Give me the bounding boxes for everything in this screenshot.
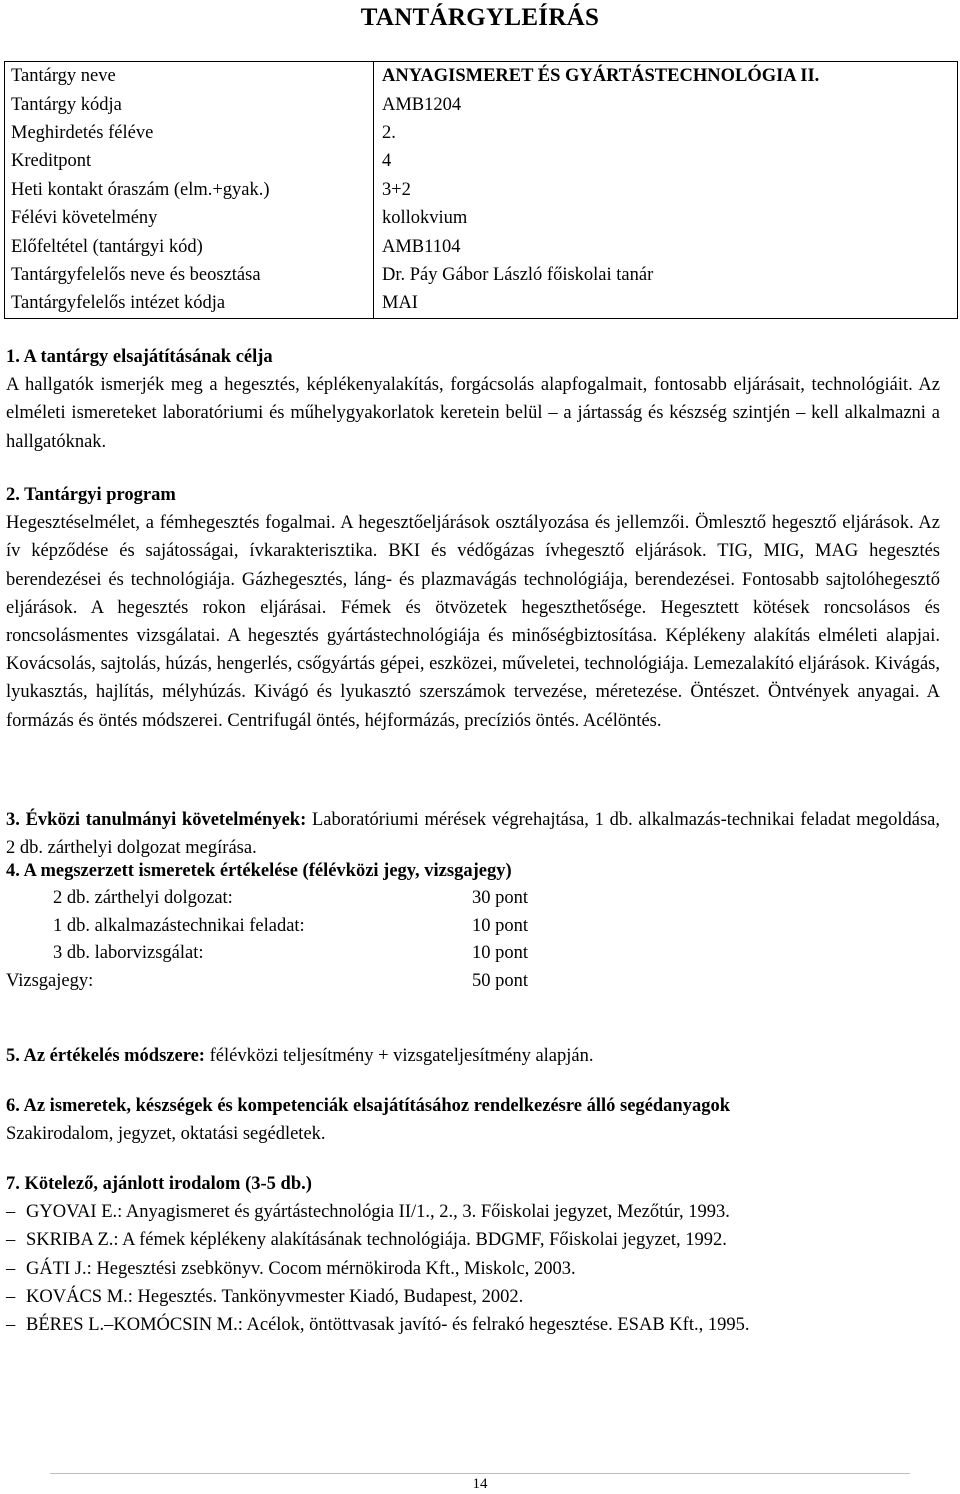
info-value: 3+2 xyxy=(382,179,411,200)
grade-points: 10 pont xyxy=(472,915,529,936)
list-item xyxy=(6,1226,940,1254)
list-item xyxy=(6,913,706,941)
reference-text: GÁTI J.: Hegesztési zsebkönyv. Cocom mérnökiroda Kft., Miskolc, 2003. xyxy=(26,1258,576,1279)
footer-divider xyxy=(50,1473,910,1474)
info-key: Tantárgy kódja xyxy=(5,90,374,118)
info-key: Előfeltétel (tantárgyi kód) xyxy=(5,232,374,260)
section-heading: 3. Évközi tanulmányi követelmények: xyxy=(6,810,307,830)
dash-bullet: – xyxy=(6,1258,16,1279)
info-key: Heti kontakt óraszám (elm.+gyak.) xyxy=(5,176,374,204)
table-row xyxy=(5,232,958,260)
section-evaluation-heading xyxy=(6,857,940,885)
info-value: kollokvium xyxy=(382,208,468,229)
section-program xyxy=(6,481,940,735)
reference-text: BÉRES L.–KOMÓCSIN M.: Acélok, öntöttvasak javító- és felrakó hegesztése. ESAB Kft., 1995. xyxy=(26,1315,750,1336)
dash-bullet: – xyxy=(6,1202,16,1223)
section-text: Hegesztéselmélet, a fémhegesztés fogalmai. A hegesztőeljárások osztályozása és jellemzői. Ömlesztő hegesztő eljárások. Az ív képződése és sajátosságai, ívkarakterisztika. BKI és védőgázas ívhegesztő eljárások. TIG, MIG, MAG hegesztés berendezései és technológiája. Gázhegesztés, láng- és plazmavágás technológiája, berendezései. Fontosabb sajtolóhegesztő eljárások. A hegesztés rokon eljárásai. Fémek és ötvözetek hegeszthetősége. Hegesztett kötések roncsolásos és roncsolásmentes vizsgálatai. A hegesztés gyártástechnológiája és minőségbiztosítása. Képlékeny alakítás elméleti alapjai. Kovácsolás, sajtolás, húzás, hengerlés, csőgyártás gépei, eszközei, műveletei, technológiája. Lemezalakító eljárások. Kivágás, lyukasztás, hajlítás, mélyhúzás. Kivágó és lyukasztó szerszámok tervezése, méretezése. Öntészet. Öntvények anyagai. A formázás és öntés módszerei. Centrifugál öntés, héjformázás, precíziós öntés. Acélöntés. xyxy=(6,513,940,731)
info-value: Dr. Páy Gábor László főiskolai tanár xyxy=(382,264,654,285)
info-value: AMB1104 xyxy=(382,236,461,257)
section-goal xyxy=(6,343,940,456)
list-item xyxy=(6,940,706,968)
info-value: 4 xyxy=(382,151,392,172)
section-literature xyxy=(6,1170,940,1339)
section-heading: 1. A tantárgy elsajátításának célja xyxy=(6,347,273,367)
grade-label: Vizsgajegy: xyxy=(6,970,94,991)
table-row xyxy=(5,289,958,318)
section-text: Szakirodalom, jegyzet, oktatási segédletek. xyxy=(6,1124,326,1145)
list-item xyxy=(6,1198,940,1226)
reference-text: KOVÁCS M.: Hegesztés. Tankönyvmester Kiadó, Budapest, 2002. xyxy=(26,1286,524,1307)
info-key: Tantárgyfelelős neve és beosztása xyxy=(5,261,374,289)
list-item xyxy=(6,885,706,913)
info-value: 2. xyxy=(382,122,396,143)
list-item xyxy=(6,1283,940,1311)
section-heading: 6. Az ismeretek, készségek és kompetenciák elsajátításához rendelkezésre álló segédanyagok xyxy=(6,1096,730,1116)
grade-label: 3 db. laborvizsgálat: xyxy=(53,943,204,964)
table-row xyxy=(5,119,958,147)
table-row xyxy=(5,176,958,204)
section-heading: 4. A megszerzett ismeretek értékelése (félévközi jegy, vizsgajegy) xyxy=(6,861,512,881)
section-text: Laboratóriumi mérések végrehajtása, 1 db. alkalmazás-technikai feladat megoldása, 2 db. zárthelyi dolgozat megírása. xyxy=(6,810,941,859)
page-title: TANTÁRGYLEÍRÁS xyxy=(360,4,600,31)
course-info-table xyxy=(4,61,958,319)
section-method xyxy=(6,1042,940,1070)
reference-text: GYOVAI E.: Anyagismeret és gyártástechnológia II/1., 2., 3. Főiskolai jegyzet, Mezőtúr, 1993. xyxy=(26,1202,730,1223)
info-key: Kreditpont xyxy=(5,147,374,175)
grading-list xyxy=(6,885,706,995)
section-requirements xyxy=(6,806,940,862)
grade-points: 30 pont xyxy=(472,888,529,908)
grade-label: 2 db. zárthelyi dolgozat: xyxy=(53,888,233,908)
section-text: A hallgatók ismerjék meg a hegesztés, képlékenyalakítás, forgácsolás alapfogalmait, fontosabb eljárásait, technológiáit. Az elméleti ismereteket laboratóriumi és műhelygyakorlatok keretein belül – a jártasság és készség szintjén – kell alkalmazni a hallgatóknak. xyxy=(6,375,940,452)
table-row xyxy=(5,90,958,118)
grade-label: 1 db. alkalmazástechnikai feladat: xyxy=(53,915,305,936)
info-key: Tantárgyfelelős intézet kódja xyxy=(5,289,374,318)
grade-points: 50 pont xyxy=(472,970,529,991)
dash-bullet: – xyxy=(6,1286,16,1307)
info-value: MAI xyxy=(382,293,418,314)
table-row xyxy=(5,261,958,289)
table-row xyxy=(5,62,958,91)
page-number: 14 xyxy=(472,1476,488,1492)
grade-points: 10 pont xyxy=(472,943,529,964)
list-item xyxy=(6,1311,940,1339)
info-value: ANYAGISMERET ÉS GYÁRTÁSTECHNOLÓGIA II. xyxy=(382,66,820,87)
info-key: Meghirdetés féléve xyxy=(5,119,374,147)
dash-bullet: – xyxy=(6,1230,16,1251)
info-key: Tantárgy neve xyxy=(5,62,374,91)
info-value: AMB1204 xyxy=(382,94,462,115)
section-heading: 5. Az értékelés módszere: xyxy=(6,1046,205,1066)
table-row xyxy=(5,147,958,175)
section-text: félévközi teljesítmény + vizsgateljesítmény alapján. xyxy=(209,1046,594,1066)
reference-text: SKRIBA Z.: A fémek képlékeny alakításának technológiája. BDGMF, Főiskolai jegyzet, 1992. xyxy=(26,1230,727,1251)
info-key: Félévi követelmény xyxy=(5,204,374,232)
section-heading: 7. Kötelező, ajánlott irodalom (3-5 db.) xyxy=(6,1174,312,1194)
list-item xyxy=(6,968,706,996)
list-item xyxy=(6,1255,940,1283)
dash-bullet: – xyxy=(6,1315,16,1336)
table-row xyxy=(5,204,958,232)
section-materials xyxy=(6,1092,940,1148)
section-heading: 2. Tantárgyi program xyxy=(6,485,176,505)
